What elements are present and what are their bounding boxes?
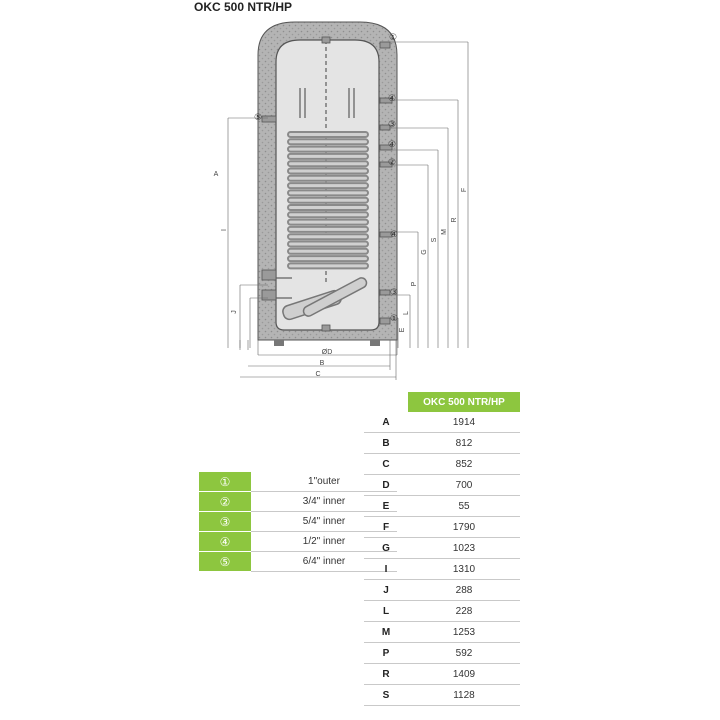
connection-symbol: ② xyxy=(199,492,251,512)
dimension-letter: L xyxy=(403,311,410,315)
dimension-value: 288 xyxy=(408,580,520,601)
dimension-value: 812 xyxy=(408,433,520,454)
dimension-row xyxy=(364,601,520,622)
dimension-row xyxy=(364,580,520,601)
dimension-row xyxy=(364,454,520,475)
dimension-letter: R xyxy=(451,217,458,223)
coil-turn xyxy=(288,190,368,195)
coil-turn xyxy=(288,256,368,261)
coil-turn xyxy=(288,147,368,152)
dimension-row xyxy=(364,496,520,517)
coil-turn xyxy=(288,139,368,144)
connection-size: 1"outer xyxy=(251,472,397,492)
dimensions-header-blank xyxy=(364,392,408,412)
coil-turn xyxy=(288,205,368,210)
dimension-row xyxy=(364,517,520,538)
dimension-row xyxy=(364,664,520,685)
dimension-value: 1914 xyxy=(408,412,520,433)
dimension-row xyxy=(364,412,520,433)
connection-marker: ③ xyxy=(389,288,399,298)
connection-size: 3/4" inner xyxy=(251,492,397,512)
connection-symbol: ④ xyxy=(199,532,251,552)
connection-size: 5/4" inner xyxy=(251,512,397,532)
connection-marker: ① xyxy=(388,33,398,43)
connection-marker: ⑤ xyxy=(253,113,263,123)
coil-turn xyxy=(288,132,368,137)
connection-symbol: ⑤ xyxy=(199,552,251,572)
coil-turn xyxy=(288,198,368,203)
drawing-title: OKC 500 NTR/HP xyxy=(194,0,293,14)
connection-symbol: ① xyxy=(199,472,251,492)
coil-turn xyxy=(288,227,368,232)
dimension-row xyxy=(364,685,520,706)
dimension-value: 1409 xyxy=(408,664,520,685)
dimension-letter: B xyxy=(319,360,325,367)
connection-marker: ② xyxy=(387,158,397,168)
dimension-key: G xyxy=(364,538,408,559)
dimension-value: 700 xyxy=(408,475,520,496)
dimension-key: M xyxy=(364,622,408,643)
connection-size: 1/2" inner xyxy=(251,532,397,552)
dimension-letter: M xyxy=(441,229,448,235)
dimension-value: 1253 xyxy=(408,622,520,643)
coil-turn xyxy=(288,234,368,239)
dimension-key: E xyxy=(364,496,408,517)
dimension-row xyxy=(364,538,520,559)
dimension-key: D xyxy=(364,475,408,496)
dimension-key: A xyxy=(364,412,408,433)
dimension-letter: I xyxy=(221,229,228,231)
dimension-value: 1128 xyxy=(408,685,520,706)
coil-turn xyxy=(288,154,368,159)
dimension-value: 1310 xyxy=(408,559,520,580)
dimension-value: 1790 xyxy=(408,517,520,538)
heat-exchanger-coil xyxy=(288,132,368,268)
dimension-letter: ØD xyxy=(321,349,333,356)
dimension-value: 852 xyxy=(408,454,520,475)
dimension-row xyxy=(364,643,520,664)
dimension-value: 228 xyxy=(408,601,520,622)
dimension-key: L xyxy=(364,601,408,622)
dimension-row xyxy=(364,433,520,454)
dimension-letter: E xyxy=(399,327,406,333)
dimension-key: S xyxy=(364,685,408,706)
coil-turn xyxy=(288,263,368,268)
dimension-letter: J xyxy=(231,310,238,314)
tank-feet xyxy=(274,340,380,346)
dimension-row xyxy=(364,622,520,643)
connection-symbol: ③ xyxy=(199,512,251,532)
dimension-value: 55 xyxy=(408,496,520,517)
dimension-key: F xyxy=(364,517,408,538)
dimensions-table xyxy=(364,392,520,706)
dimension-letter: C xyxy=(315,371,321,378)
connection-size: 6/4" inner xyxy=(251,552,397,572)
dimension-row xyxy=(364,559,520,580)
dimension-value: 592 xyxy=(408,643,520,664)
dimension-letter: S xyxy=(431,237,438,243)
dimension-row xyxy=(364,475,520,496)
dimension-letter: F xyxy=(461,187,468,193)
dimension-letter: G xyxy=(421,249,428,255)
connection-marker: ④ xyxy=(389,230,399,240)
dimension-letter: A xyxy=(213,171,219,178)
coil-turn xyxy=(288,249,368,254)
dimension-key: J xyxy=(364,580,408,601)
connection-marker: ④ xyxy=(387,140,397,150)
connection-marker: ① xyxy=(389,314,399,324)
dimension-key: B xyxy=(364,433,408,454)
coil-turn xyxy=(288,183,368,188)
coil-turn xyxy=(288,176,368,181)
coil-turn xyxy=(288,242,368,247)
dimension-key: C xyxy=(364,454,408,475)
dimension-value: 1023 xyxy=(408,538,520,559)
dimension-key: I xyxy=(364,559,408,580)
dimensions-model-header: OKC 500 NTR/HP xyxy=(408,392,520,412)
dimension-key: P xyxy=(364,643,408,664)
dimension-key: R xyxy=(364,664,408,685)
connection-marker: ④ xyxy=(387,94,397,104)
coil-turn xyxy=(288,220,368,225)
coil-turn xyxy=(288,161,368,166)
coil-turn xyxy=(288,212,368,217)
dimension-letter: P xyxy=(411,281,418,287)
coil-turn xyxy=(288,169,368,174)
connection-marker: ③ xyxy=(387,120,397,130)
